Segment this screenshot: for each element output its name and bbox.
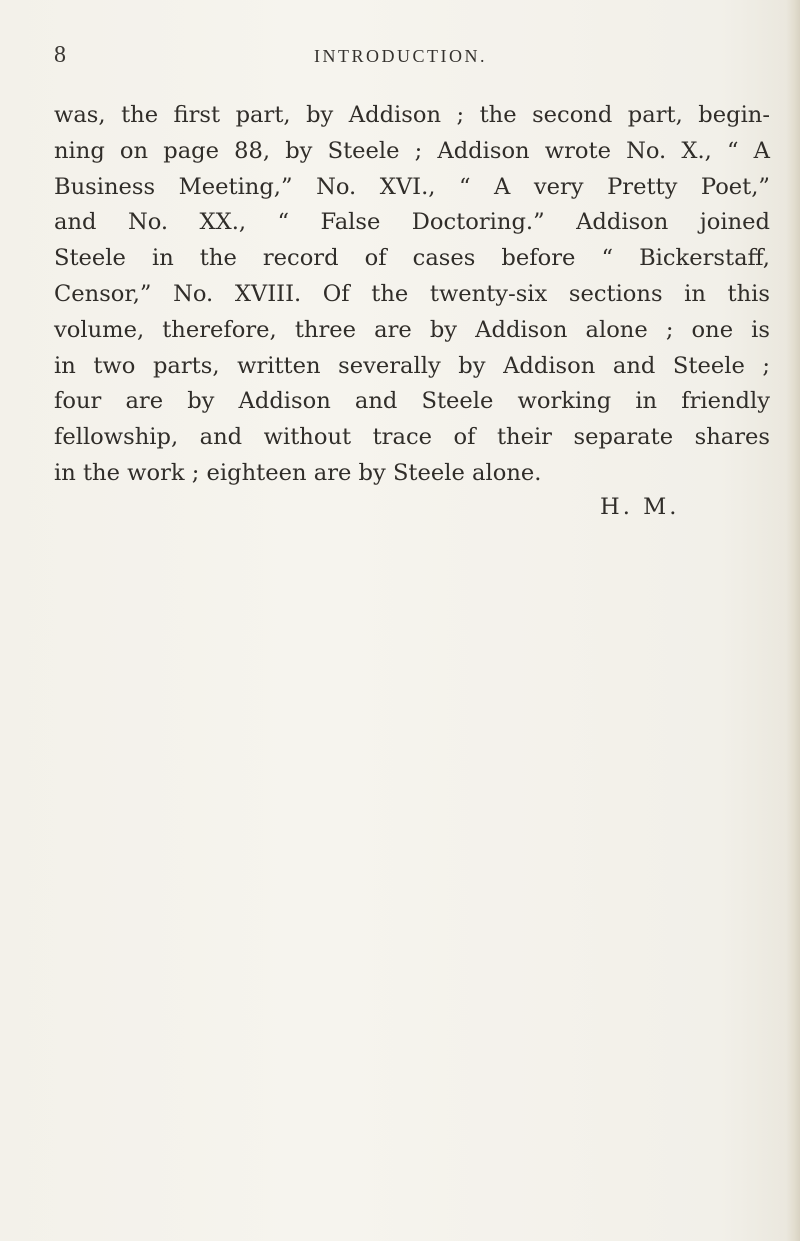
text-line: ning on page 88, by Steele ; Addison wrote No. X., “ A [54, 137, 770, 164]
page-header [54, 42, 754, 78]
text-line: was, the first part, by Addison ; the second part, begin- [54, 102, 770, 128]
text-line: Censor,” No. XVIII. Of the twenty-six sections in this [54, 280, 770, 307]
body-paragraph [54, 98, 770, 492]
text-line: in the work ; eighteen are by Steele alone. [54, 459, 542, 486]
author-initials: H. M. [600, 494, 680, 520]
running-head: INTRODUCTION. [314, 46, 487, 66]
text-line: and No. XX., “ False Doctoring.” Addison joined [54, 209, 770, 236]
text-line: volume, therefore, three are by Addison alone ; one is [54, 316, 770, 343]
page-edge-shading [786, 0, 800, 1241]
text-line: fellowship, and without trace of their separate shares [54, 424, 770, 451]
text-line: in two parts, written severally by Addison and Steele ; [54, 352, 770, 379]
text-line: Steele in the record of cases before “ Bickerstaff, [54, 245, 770, 272]
page-number: 8 [54, 42, 66, 68]
text-line: Business Meeting,” No. XVI., “ A very Pretty Poet,” [54, 173, 770, 200]
text-line: four are by Addison and Steele working in friendly [54, 388, 770, 415]
